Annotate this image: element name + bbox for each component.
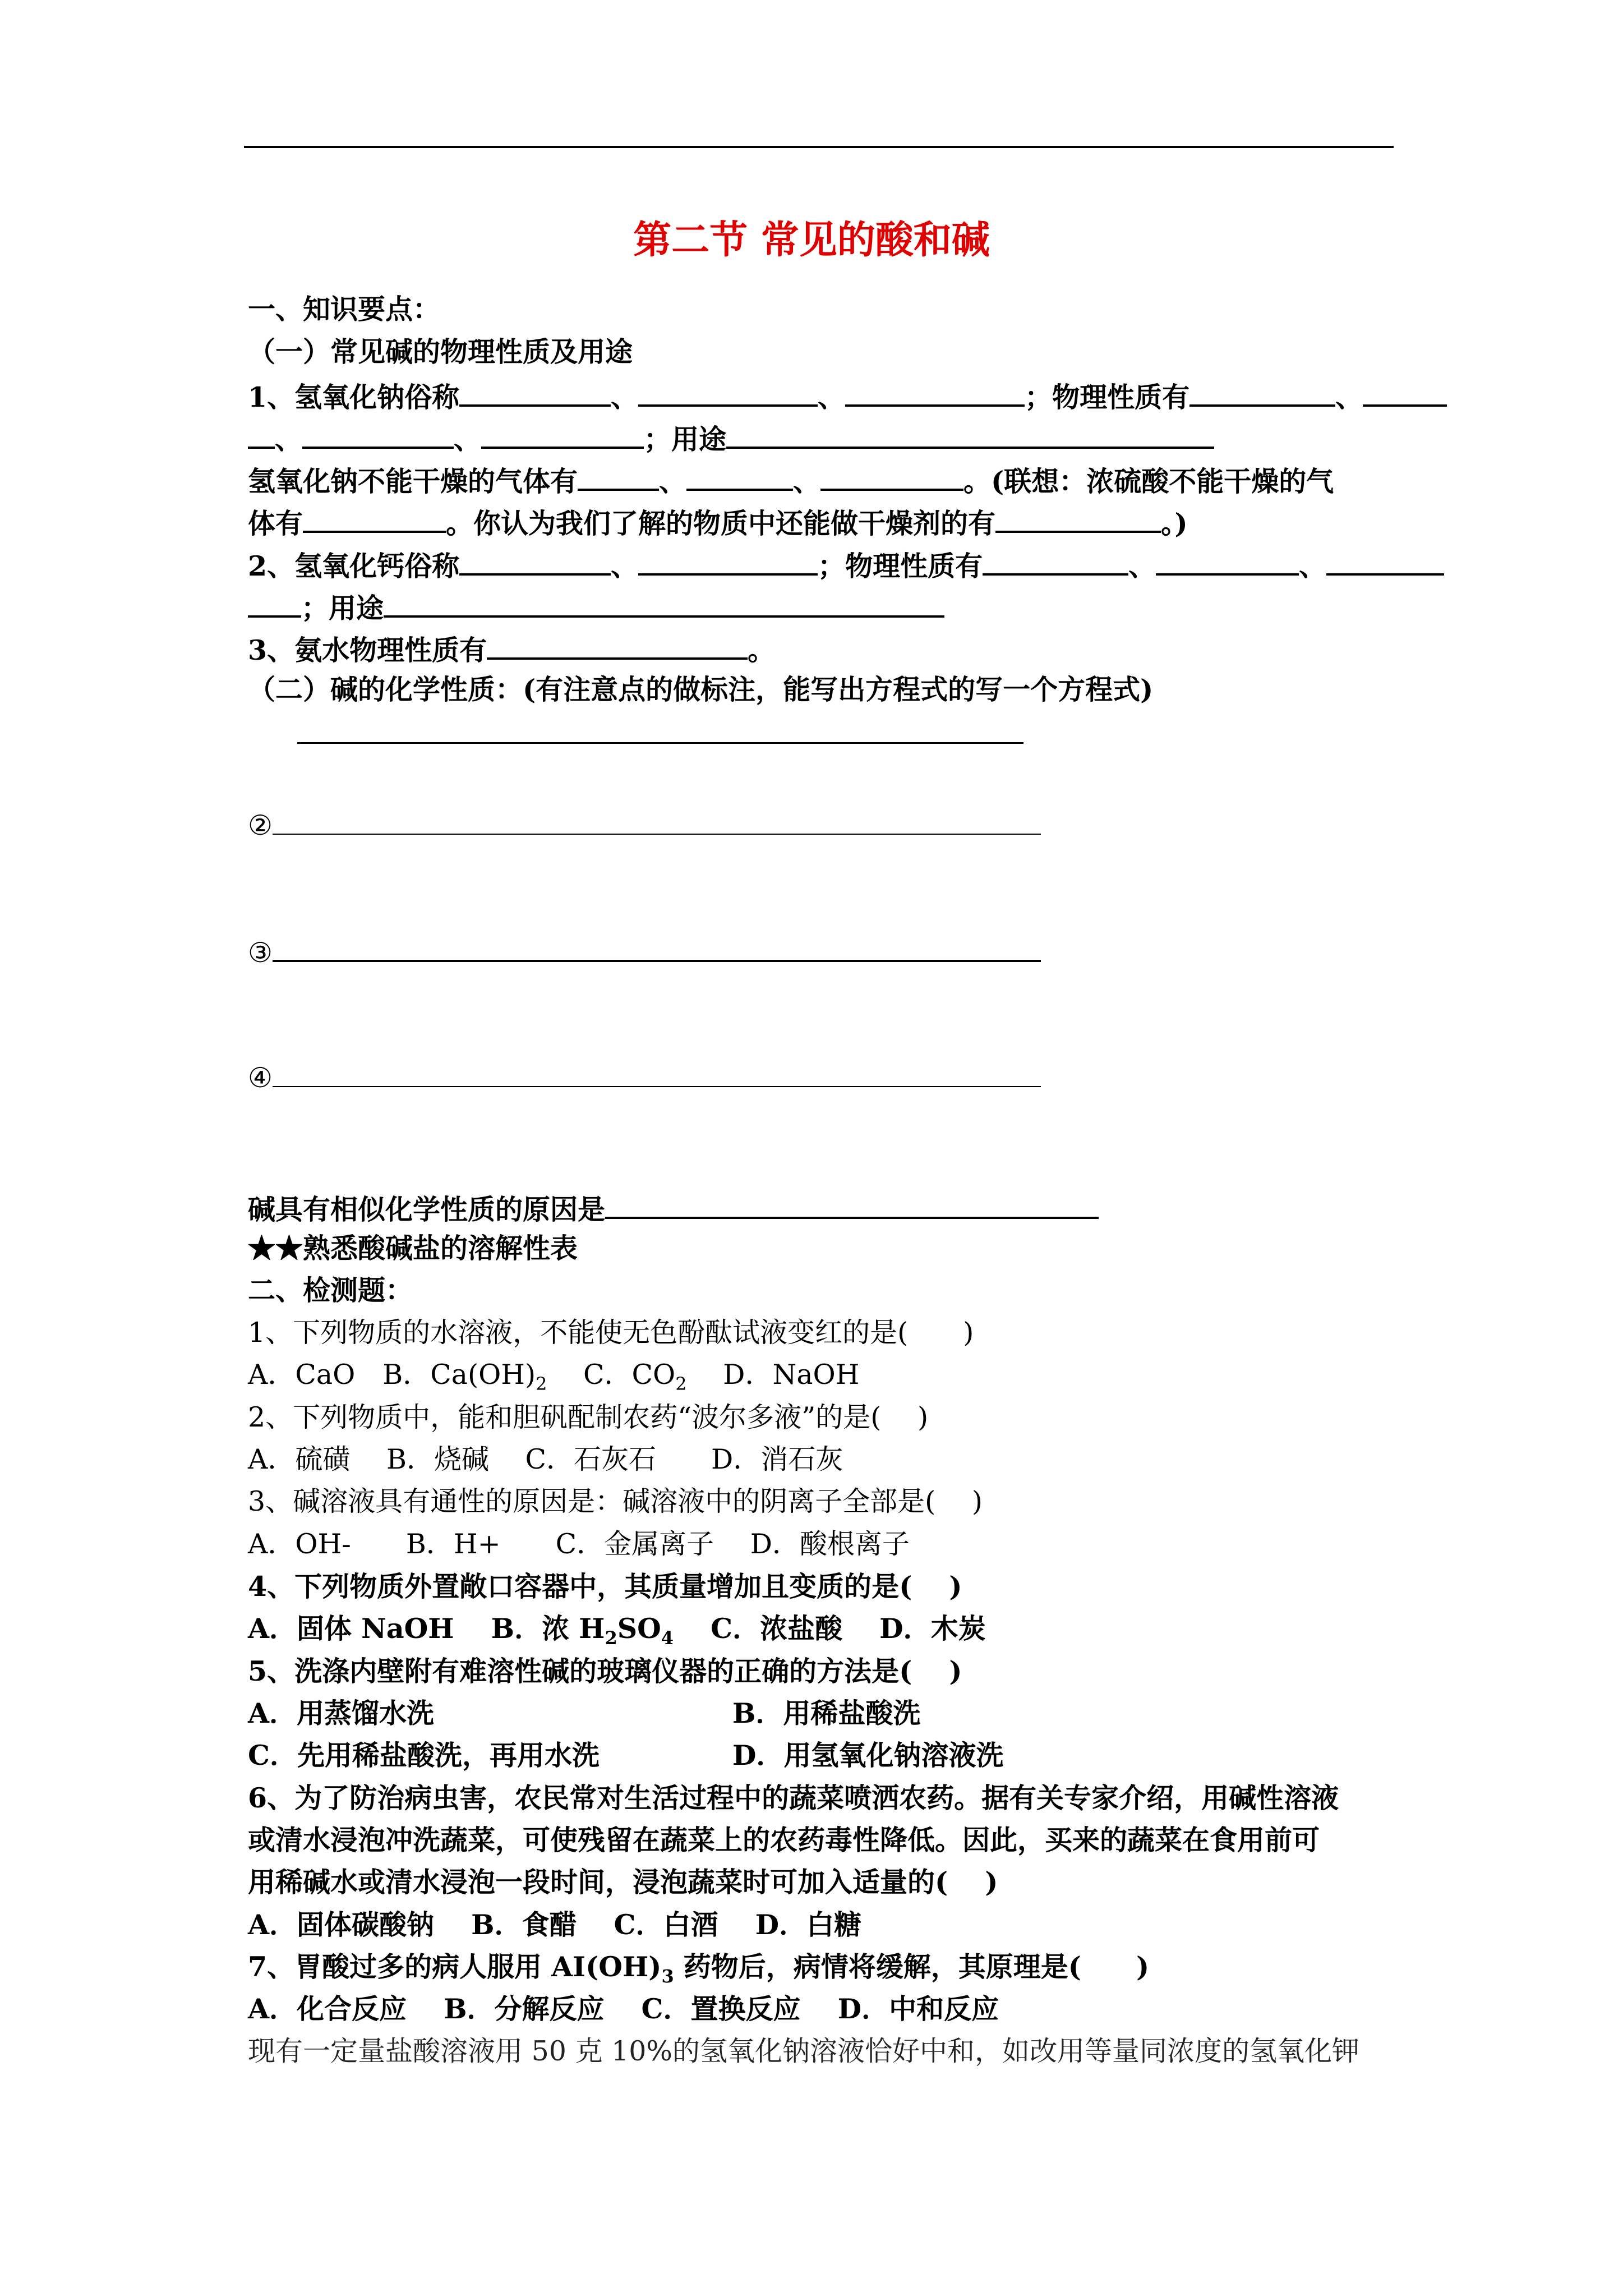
answer-blank[interactable] xyxy=(459,373,611,407)
answer-blank[interactable] xyxy=(248,584,301,618)
answer-blank[interactable] xyxy=(820,457,963,491)
q-naoh-line1: 1、氢氧化钠俗称 、 、 ；物理性质有 、 xyxy=(248,373,1447,418)
answer-blank[interactable] xyxy=(273,928,1041,962)
question-8-line1: 现有一定量盐酸溶液用 50 克 10%的氢氧化钠溶液恰好中和，如改用等量同浓度的氢氧化钾 xyxy=(248,2035,1359,2067)
item-2: ② xyxy=(248,802,1041,846)
section-heading-test: 二、检测题： xyxy=(248,1274,413,1306)
answer-blank[interactable] xyxy=(487,626,748,660)
question-7-options: A．化合反应 B．分解反应 C．置换反应 D．中和反应 xyxy=(248,1993,999,2025)
answer-blank[interactable] xyxy=(995,499,1161,533)
answer-blank[interactable] xyxy=(638,373,818,407)
question-4-options: A．固体 NaOH B．浓 $H_2SO_4$ C．浓盐酸 D．木炭 xyxy=(248,1612,986,1649)
question-5-option-a: A．用蒸馏水洗 xyxy=(248,1697,435,1729)
answer-blank[interactable] xyxy=(1156,542,1299,576)
answer-blank[interactable] xyxy=(605,1185,1099,1219)
section-heading: 一、知识要点： xyxy=(248,293,441,325)
q-reason: 碱具有相似化学性质的原因是 xyxy=(248,1185,1099,1230)
answer-blank[interactable] xyxy=(983,542,1128,576)
question-7: 7、胃酸过多的病人服用 $AI(OH)_3$ 药物后，病情将缓解，其原理是( ) xyxy=(248,1950,1150,1987)
item-4: ④ xyxy=(248,1055,1041,1099)
answer-blank[interactable] xyxy=(273,1055,1041,1087)
question-5: 5、洗涤内壁附有难溶性碱的玻璃仪器的正确的方法是( ) xyxy=(248,1655,962,1687)
answer-blank[interactable] xyxy=(845,373,1025,407)
question-6-line1: 6、为了防治病虫害，农民常对生活过程中的蔬菜喷洒农药。据有关专家介绍，用碱性溶液 xyxy=(248,1782,1339,1814)
question-2: 2、下列物质中，能和胆矾配制农药“波尔多液”的是( ) xyxy=(248,1401,929,1433)
header-rule xyxy=(244,146,1394,148)
answer-blank[interactable] xyxy=(248,415,275,449)
question-6-line2: 或清水浸泡冲洗蔬菜，可使残留在蔬菜上的农药毒性降低。因此，买来的蔬菜在食用前可 xyxy=(248,1824,1320,1856)
answer-blank[interactable] xyxy=(481,415,644,449)
q-caoh2-line1: 2、氢氧化钙俗称 、 ；物理性质有 、 、 xyxy=(248,542,1444,587)
answer-blank[interactable] xyxy=(578,457,659,491)
question-2-options: A．硫磺 B．烧碱 C．石灰石 D．消石灰 xyxy=(248,1443,843,1475)
answer-blank[interactable] xyxy=(1326,542,1444,576)
answer-blank[interactable] xyxy=(686,457,793,491)
q-naoh-gas-line1: 氢氧化钠不能干燥的气体有 、 、 。(联想：浓硫酸不能干燥的气 xyxy=(248,457,1334,502)
question-6-options: A．固体碳酸钠 B．食醋 C．白酒 D．白糖 xyxy=(248,1908,862,1941)
q-caoh2-line2: ；用途 xyxy=(248,584,944,629)
answer-blank[interactable] xyxy=(1189,373,1335,407)
answer-blank[interactable] xyxy=(302,415,454,449)
answer-blank[interactable] xyxy=(726,415,1214,449)
answer-blank[interactable] xyxy=(459,542,611,576)
subsection-heading: （一）常见碱的物理性质及用途 xyxy=(248,335,633,368)
q-ammonia: 3、氨水物理性质有 。 xyxy=(248,626,775,671)
question-5-option-d: D．用氢氧化钠溶液洗 xyxy=(732,1739,1004,1772)
answer-line-1[interactable] xyxy=(297,742,1023,744)
q-naoh-gas-line2: 体有 。你认为我们了解的物质中还能做干燥剂的有 。) xyxy=(248,499,1188,544)
answer-blank[interactable] xyxy=(303,499,446,533)
answer-blank[interactable] xyxy=(273,802,1041,835)
question-1: 1、下列物质的水溶液，不能使无色酚酞试液变红的是( ) xyxy=(248,1317,974,1349)
q-naoh-line2: 、 、 ；用途 xyxy=(248,415,1214,460)
question-3: 3、碱溶液具有通性的原因是：碱溶液中的阴离子全部是( ) xyxy=(248,1485,983,1517)
answer-blank[interactable] xyxy=(638,542,818,576)
question-5-option-c: C．先用稀盐酸洗，再用水洗 xyxy=(248,1739,600,1772)
question-3-options: A．OH- B．H+ C．金属离子 D．酸根离子 xyxy=(248,1528,910,1560)
answer-blank[interactable] xyxy=(1363,373,1447,407)
note-solubility: ★★熟悉酸碱盐的溶解性表 xyxy=(248,1232,578,1264)
question-5-option-b: B．用稀盐酸洗 xyxy=(732,1697,921,1729)
item-3: ③ xyxy=(248,928,1041,974)
subsection-heading-chem: （二）碱的化学性质：(有注意点的做标注，能写出方程式的写一个方程式) xyxy=(248,673,1154,706)
question-6-line3: 用稀碱水或清水浸泡一段时间，浸泡蔬菜时可加入适量的( ) xyxy=(248,1866,998,1898)
answer-blank[interactable] xyxy=(384,584,944,618)
question-1-options: A．CaO B．$Ca(OH)_2$ C．$CO_2$ D．NaOH xyxy=(248,1359,860,1395)
question-4: 4、下列物质外置敞口容器中，其质量增加且变质的是( ) xyxy=(248,1570,962,1603)
page-title: 第二节 常见的酸和碱 xyxy=(633,218,990,263)
